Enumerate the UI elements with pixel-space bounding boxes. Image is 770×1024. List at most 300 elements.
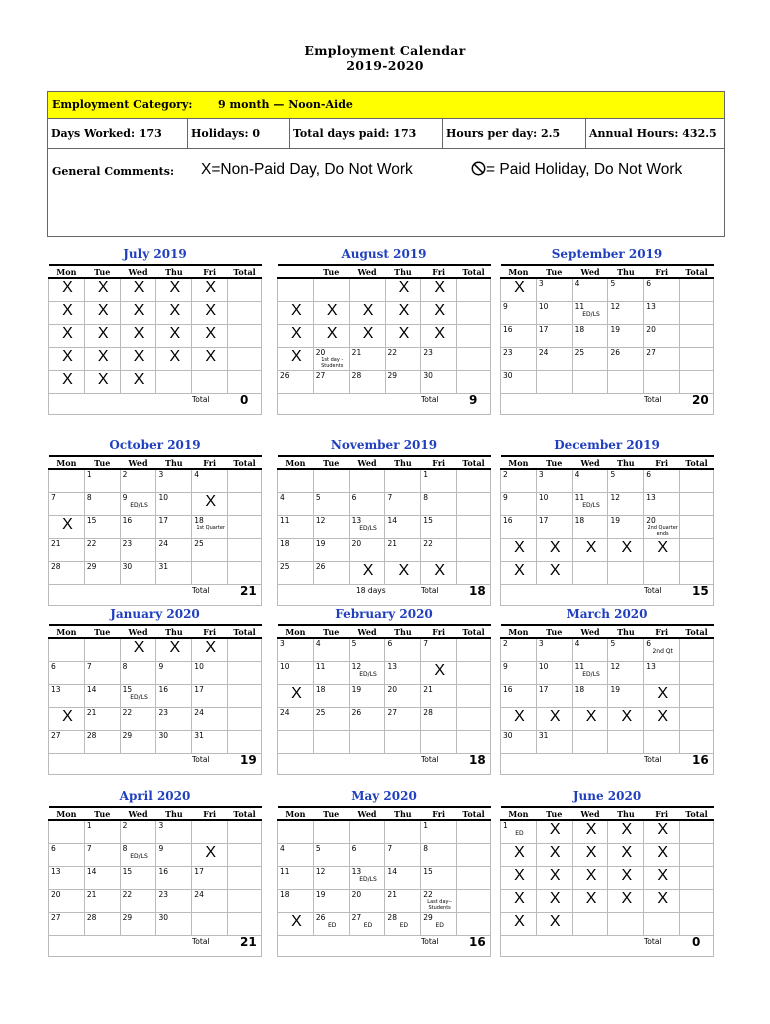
day-number: 6 (351, 844, 357, 853)
day-header: Mon (278, 456, 314, 469)
day-cell (313, 278, 349, 302)
day-cell (385, 820, 421, 844)
day-cell (501, 278, 537, 302)
day-cell (349, 325, 385, 348)
day-number: 11 (315, 662, 326, 671)
week-total-cell (457, 371, 491, 394)
month-title: September 2019 (551, 247, 663, 261)
day-number: 16 (503, 516, 513, 525)
day-cell (49, 662, 85, 685)
day-number: 18 (194, 516, 204, 525)
day-cell (120, 325, 156, 348)
day-cell (421, 844, 457, 867)
day-cell (421, 731, 457, 754)
day-cell (501, 302, 537, 325)
day-number: 26 (610, 348, 621, 357)
month-table (48, 455, 262, 606)
non-paid-mark: X (657, 685, 669, 702)
day-header: Mon (501, 265, 537, 278)
non-paid-mark: X (62, 302, 73, 319)
day-note: 2nd Quarter ends (647, 525, 678, 537)
week-total-cell (228, 685, 262, 708)
day-cell (385, 638, 421, 662)
day-cell (501, 325, 537, 348)
month-total-row (501, 754, 714, 775)
day-header: Mon (49, 807, 85, 820)
day-cell (572, 469, 608, 493)
day-cell (349, 278, 385, 302)
title-line-1: Employment Calendar (304, 43, 466, 58)
total-label: Total (192, 586, 210, 595)
day-header: Mon (49, 265, 85, 278)
week-total-cell (228, 302, 262, 325)
day-number: 28 (86, 913, 97, 922)
day-header: Tue (313, 265, 349, 278)
day-cell (278, 867, 314, 890)
day-cell (313, 539, 349, 562)
category-value: 9 month — Noon-Aide (218, 98, 353, 111)
day-cell (644, 890, 680, 913)
month-total-value: 18 (469, 753, 486, 767)
day-number: 24 (158, 539, 168, 548)
week-total-cell (680, 278, 714, 302)
day-cell (156, 867, 192, 890)
day-cell (313, 302, 349, 325)
day-cell (572, 867, 608, 890)
day-header: Fri (644, 625, 680, 638)
day-cell (192, 371, 228, 394)
day-number: 1 (86, 470, 92, 479)
month-title: August 2019 (341, 247, 427, 261)
non-paid-mark: X (169, 325, 181, 342)
day-number: 8 (86, 493, 92, 502)
day-cell (349, 708, 385, 731)
day-cell (120, 890, 156, 913)
day-cell (49, 913, 85, 936)
day-cell (120, 638, 156, 662)
day-cell (421, 638, 457, 662)
day-number: 22 (86, 539, 97, 548)
day-cell (192, 562, 228, 585)
day-header: Thu (608, 625, 644, 638)
day-header: Tue (84, 625, 120, 638)
day-cell (349, 493, 385, 516)
day-number: 6 (646, 279, 652, 288)
day-number: 23 (503, 348, 513, 357)
day-note: ED (327, 922, 337, 929)
month-total-value: 9 (469, 393, 478, 407)
week-total-cell (680, 890, 714, 913)
month-title: October 2019 (109, 438, 201, 452)
day-number: 26 (280, 371, 290, 380)
day-note: ED (515, 830, 524, 837)
day-cell (644, 469, 680, 493)
day-cell (536, 371, 572, 394)
day-header: Fri (192, 265, 228, 278)
day-cell (84, 685, 120, 708)
day-cell (421, 469, 457, 493)
day-cell (278, 516, 314, 539)
day-cell (572, 638, 608, 662)
week-total-cell (680, 516, 714, 539)
day-number: 28 (387, 913, 397, 922)
day-number: 6 (51, 844, 56, 853)
day-number: 2 (122, 821, 128, 830)
non-paid-mark: X (205, 279, 216, 296)
week-total-cell (457, 662, 491, 685)
day-cell (156, 708, 192, 731)
day-number: 17 (194, 685, 204, 694)
day-cell (608, 820, 644, 844)
day-number: 21 (423, 685, 433, 694)
day-cell (49, 867, 85, 890)
annual-hours: Annual Hours: 432.5 (589, 127, 717, 140)
week-total-cell (680, 708, 714, 731)
day-cell (156, 844, 192, 867)
non-paid-mark: X (205, 348, 216, 365)
day-number: 11 (280, 516, 290, 525)
month-table (500, 806, 714, 957)
day-number: 29 (423, 913, 433, 922)
day-cell (644, 562, 680, 585)
day-cell (572, 662, 608, 685)
day-header: Thu (156, 625, 192, 638)
day-cell (349, 302, 385, 325)
day-cell (644, 348, 680, 371)
week-total-cell (457, 708, 491, 731)
day-number: 10 (538, 493, 549, 502)
day-cell (84, 539, 120, 562)
day-header: Tue (313, 625, 349, 638)
day-header: Tue (536, 625, 572, 638)
day-note: Last day-- Students (427, 899, 453, 911)
day-number: 4 (280, 493, 285, 502)
day-number: 11 (280, 867, 290, 876)
week-total-cell (457, 348, 491, 371)
day-number: 13 (646, 662, 656, 671)
day-number: 9 (158, 844, 164, 853)
day-cell (120, 913, 156, 936)
non-paid-mark: X (621, 539, 633, 556)
month-total-row (49, 754, 262, 775)
day-cell (120, 516, 156, 539)
non-paid-mark: X (291, 325, 302, 342)
day-cell (421, 708, 457, 731)
day-cell (120, 302, 156, 325)
day-header: Wed (349, 456, 385, 469)
day-number: 24 (538, 348, 549, 357)
day-note: ED/LS (130, 853, 148, 860)
day-note: ED/LS (359, 876, 377, 883)
day-header: Tue (84, 456, 120, 469)
day-number: 4 (574, 279, 580, 288)
day-cell (421, 662, 457, 685)
day-note: 1st Quarter (196, 525, 225, 531)
non-paid-mark: X (133, 348, 145, 365)
day-cell (501, 539, 537, 562)
day-number: 10 (158, 493, 168, 502)
day-number: 26 (315, 913, 326, 922)
day-number: 22 (423, 890, 433, 899)
title-line-2: 2019-2020 (346, 58, 424, 73)
day-cell (120, 539, 156, 562)
day-number: 24 (194, 708, 204, 717)
comments-label: General Comments: (52, 165, 175, 178)
day-cell (192, 731, 228, 754)
week-total-cell (228, 493, 262, 516)
week-total-cell (680, 325, 714, 348)
day-number: 20 (51, 890, 61, 899)
day-number: 11 (574, 662, 585, 671)
day-number: 3 (158, 470, 164, 479)
day-cell (385, 844, 421, 867)
day-cell (349, 469, 385, 493)
day-number: 20 (351, 890, 362, 899)
month-title: December 2019 (554, 438, 660, 452)
day-cell (84, 562, 120, 585)
day-cell (84, 890, 120, 913)
day-cell (349, 890, 385, 913)
total-label: Total (192, 755, 210, 764)
day-cell (84, 708, 120, 731)
day-cell (644, 867, 680, 890)
day-cell (608, 539, 644, 562)
day-number: 1 (86, 821, 92, 830)
day-cell (349, 913, 385, 936)
day-header: Mon (501, 625, 537, 638)
day-cell (192, 662, 228, 685)
week-total-cell (228, 867, 262, 890)
day-cell (385, 302, 421, 325)
month-total-row (278, 394, 491, 415)
day-cell (501, 685, 537, 708)
day-header: Fri (644, 807, 680, 820)
day-cell (278, 325, 314, 348)
day-number: 21 (387, 539, 398, 548)
month-title: April 2020 (119, 789, 191, 803)
day-cell (192, 302, 228, 325)
day-cell (572, 844, 608, 867)
month-table (277, 624, 491, 775)
month-title: May 2020 (351, 789, 417, 803)
day-header: Thu (385, 625, 421, 638)
week-total-cell (457, 638, 491, 662)
day-cell (49, 278, 85, 302)
day-cell (501, 638, 537, 662)
day-cell (608, 890, 644, 913)
non-paid-mark: X (434, 325, 446, 342)
week-total-cell (680, 638, 714, 662)
day-number: 19 (315, 890, 326, 899)
day-cell (84, 913, 120, 936)
day-header: Mon (501, 456, 537, 469)
total-label: Total (192, 395, 210, 404)
day-number: 3 (538, 279, 544, 288)
week-total-cell (228, 278, 262, 302)
day-number: 29 (122, 913, 133, 922)
day-number: 3 (538, 639, 544, 648)
day-cell (192, 469, 228, 493)
day-cell (421, 867, 457, 890)
week-total-cell (457, 278, 491, 302)
day-number: 14 (86, 685, 97, 694)
day-number: 13 (51, 867, 61, 876)
week-total-cell (457, 325, 491, 348)
legend-non-paid: X=Non-Paid Day, Do Not Work (201, 161, 413, 178)
day-cell (644, 913, 680, 936)
day-cell (156, 539, 192, 562)
non-paid-mark: X (657, 867, 668, 884)
day-cell (84, 348, 120, 371)
day-number: 9 (503, 662, 508, 671)
day-cell (49, 685, 85, 708)
day-number: 5 (315, 844, 321, 853)
non-paid-mark: X (205, 844, 217, 861)
day-number: 15 (423, 516, 433, 525)
week-total-cell (457, 685, 491, 708)
day-header: Thu (156, 265, 192, 278)
day-header: Total (228, 807, 262, 820)
day-number: 19 (315, 539, 326, 548)
day-cell (120, 731, 156, 754)
day-header: Fri (192, 807, 228, 820)
day-cell (49, 516, 85, 539)
day-number: 10 (280, 662, 290, 671)
day-note: 1st day - Students (321, 357, 344, 369)
day-cell (313, 844, 349, 867)
day-number: 13 (51, 685, 61, 694)
day-cell (313, 867, 349, 890)
day-cell (536, 325, 572, 348)
non-paid-mark: X (514, 279, 525, 296)
day-number: 22 (387, 348, 398, 357)
day-cell (49, 539, 85, 562)
day-cell (501, 890, 537, 913)
day-cell (501, 493, 537, 516)
day-number: 23 (158, 890, 169, 899)
month-title: February 2020 (335, 607, 433, 621)
day-cell (501, 662, 537, 685)
non-paid-mark: X (133, 325, 145, 342)
day-number: 13 (351, 516, 362, 525)
day-number: 8 (423, 493, 429, 502)
month-total-value: 21 (240, 935, 257, 949)
day-cell (84, 731, 120, 754)
day-header: Fri (421, 456, 457, 469)
day-cell (385, 325, 421, 348)
non-paid-mark: X (398, 279, 410, 296)
non-paid-mark: X (549, 890, 561, 907)
day-cell (49, 348, 85, 371)
day-number: 19 (351, 685, 362, 694)
non-paid-mark: X (133, 639, 145, 656)
day-cell (120, 685, 156, 708)
month-table (277, 264, 491, 415)
day-cell (84, 820, 120, 844)
day-number: 16 (503, 685, 513, 694)
day-cell (156, 562, 192, 585)
day-header: Thu (608, 265, 644, 278)
day-cell (84, 493, 120, 516)
day-cell (84, 844, 120, 867)
day-number: 18 (574, 325, 585, 334)
day-number: 7 (387, 493, 393, 502)
day-cell (192, 867, 228, 890)
day-number: 6 (51, 662, 56, 671)
day-cell (608, 867, 644, 890)
month-total-value: 21 (240, 584, 257, 598)
day-cell (572, 731, 608, 754)
day-cell (644, 820, 680, 844)
day-cell (349, 685, 385, 708)
day-number: 9 (503, 302, 508, 311)
day-number: 2 (122, 470, 128, 479)
day-cell (192, 685, 228, 708)
day-cell (644, 708, 680, 731)
days-worked: Days Worked: 173 (48, 119, 188, 148)
day-number: 12 (610, 493, 620, 502)
day-number: 13 (646, 302, 656, 311)
day-cell (49, 890, 85, 913)
month-table (500, 264, 714, 415)
month-total-row (501, 936, 714, 957)
day-header: Total (228, 265, 262, 278)
non-paid-mark: X (434, 279, 446, 296)
day-number: 31 (158, 562, 168, 571)
week-total-cell (457, 867, 491, 890)
week-total-cell (228, 562, 262, 585)
day-number: 17 (538, 685, 549, 694)
day-note: 2nd Qt (652, 648, 673, 655)
day-number: 5 (315, 493, 321, 502)
week-total-cell (228, 469, 262, 493)
day-number: 6 (646, 639, 652, 648)
month-table (48, 624, 262, 775)
non-paid-mark: X (62, 708, 73, 725)
day-number: 24 (194, 890, 204, 899)
day-header: Tue (313, 456, 349, 469)
day-number: 28 (86, 731, 97, 740)
non-paid-mark: X (97, 348, 109, 365)
non-paid-mark: X (657, 844, 668, 861)
day-cell (313, 469, 349, 493)
day-cell (608, 516, 644, 539)
non-paid-mark: X (621, 867, 633, 884)
day-number: 16 (122, 516, 133, 525)
day-cell (278, 708, 314, 731)
non-paid-mark: X (97, 325, 109, 342)
page-title (0, 43, 770, 73)
day-cell (278, 820, 314, 844)
day-header: Mon (501, 807, 537, 820)
day-number: 5 (610, 639, 616, 648)
day-header: Wed (572, 265, 608, 278)
non-paid-mark: X (133, 302, 145, 319)
day-cell (84, 516, 120, 539)
month-title: November 2019 (330, 438, 438, 452)
week-total-cell (457, 913, 491, 936)
day-number: 15 (122, 685, 133, 694)
day-number: 14 (387, 516, 398, 525)
week-total-cell (680, 844, 714, 867)
day-header: Total (457, 265, 491, 278)
non-paid-mark: X (291, 913, 302, 930)
day-header: Thu (156, 807, 192, 820)
week-total-cell (228, 820, 262, 844)
day-number: 16 (503, 325, 513, 334)
non-paid-mark: X (621, 844, 633, 861)
day-cell (278, 371, 314, 394)
